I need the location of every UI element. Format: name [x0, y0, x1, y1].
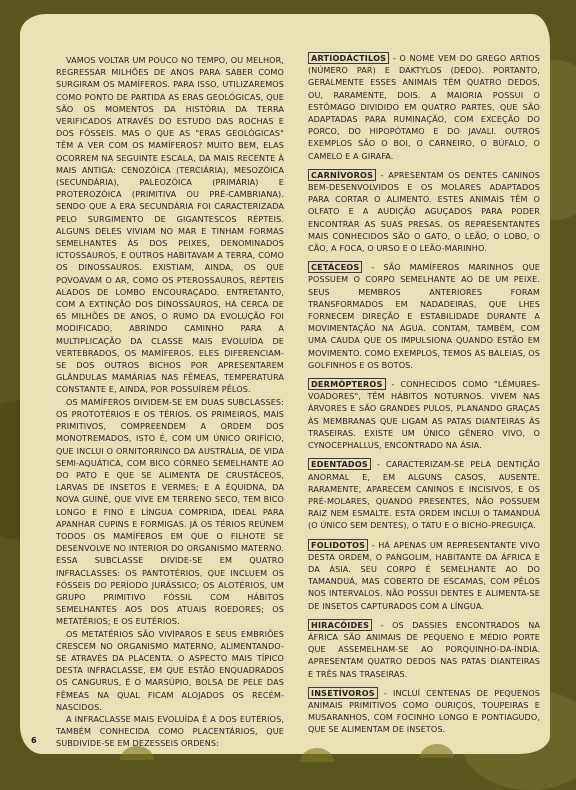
order-description: - OS DASSIES ENCONTRADOS NA ÁFRICA SÃO ANIMAIS DE PEQUENO E MÉDIO PORTE QUE ASSEMELHAM-SE AO PORQUINHO-DA-ÍNDIA. APRESENTAM QUATRO DEDOS NAS PATAS DIANTEIRAS E TRÊS NAS TRASEIRAS. [308, 619, 540, 679]
order-entry [308, 619, 540, 680]
order-description: - HÁ APENAS UM REPRESENTANTE VIVO DESTA ORDEM, O PANGOLIM, HABITANTE DA ÁFRICA E DA ÁSIA. SEU CORPO É SEMELHANTE AO DO TAMANDUÁ, MAS COBERTO DE ESCAMAS, COM PÊLOS NOS INTERVALOS. NÃO POSSUI DENTES E ALIMENTA-SE DE INSETOS CAPTURADOS COM A LÍNGUA. [308, 539, 540, 611]
paragraph: OS METATÉRIOS SÃO VIVÍPAROS E SEUS EMBRIÕES CRESCEM NO ORGANISMO MATERNO, ALIMENTANDO-SE ATRAVÉS DA PLACENTA. O ASPECTO MAIS TÍPICO DESTA INFRACLASSE, EM QUE ESTÃO ENQUADRADOS OS CANGURUS, É O MARSÚPIO, BOLSA DE PELE DAS FÊMEAS NA QUAL FICAM ALOJADOS OS RECÉM-NASCIDOS. [56, 628, 284, 712]
order-entry [308, 378, 540, 451]
order-entry [308, 169, 540, 254]
order-description: - O NOME VEM DO GREGO ARTIOS (NÚMERO PAR) E DAKTYLOS (DEDO). PORTANTO, GERALMENTE ESSES ANIMAIS TÊM QUATRO DEDOS, OU, RARAMENTE, DOIS. A MAIORIA POSSUI O ESTÔMAGO DIVIDIDO EM QUATRO PARTES, QUE SÃO ADAPTADAS PARA RUMINAÇÃO, COM EXCEÇÃO DO PORCO, DO HIPOPÓTAMO E DO JAVALI. OUTROS EXEMPLOS SÃO O BOI, O CARNEIRO, O BÚFALO, O CAMELO E A GIRAFA. [308, 53, 540, 161]
paragraph: A INFRACLASSE MAIS EVOLUÍDA É A DOS EUTÉRIOS, TAMBÉM CONHECIDA COMO PLACENTÁRIOS, QUE SUBDIVIDE-SE EM DEZESSEIS ORDENS: [56, 713, 284, 749]
order-term: DERMÓPTEROS [308, 378, 386, 390]
order-entry [308, 539, 540, 612]
order-entry [308, 687, 540, 736]
order-entry [308, 261, 540, 371]
order-term: CARNÍVOROS [308, 169, 376, 181]
order-description: - SÃO MAMÍFEROS MARINHOS QUE POSSUEM O CORPO SEMELHANTE AO DE UM PEIXE. SEUS MEMBROS ANTERIORES FORAM TRANSFORMADOS EM NADADEIRAS, QUE LHES FORNECEM DIREÇÃO E ESTABILIDADE DURANTE A MOVIMENTAÇÃO NA ÁGUA. CONTAM, TAMBÉM, COM UMA CAUDA QUE OS IMPULSIONA QUANDO ESTÃO EM MOVIMENTO. COMO EXEMPLOS, TEMOS AS BALEIAS, OS GOLFINHOS E OS BOTOS. [308, 262, 540, 370]
order-term: EDENTADOS [308, 458, 371, 470]
order-description: - CARACTERIZAM-SE PELA DENTIÇÃO ANORMAL E, EM ALGUNS CASOS, AUSENTE. RARAMENTE, APARECEM CANINOS E INCISIVOS, E OS PRÉ-MOLARES, QUANDO PRESENTES, NÃO POSSUEM RAIZ NEM ESMALTE. ESTA ORDEM INCLUI O TAMANDUÁ (O ÚNICO SEM DENTES), O TATU E O BICHO-PREGUIÇA. [308, 459, 540, 531]
order-term: CETÁCEOS [308, 261, 362, 273]
paragraph: OS MAMÍFEROS DIVIDEM-SE EM DUAS SUBCLASSES: OS PROTOTÉRIOS E OS TÉRIOS. OS PRIMEIROS, MAIS PRIMITIVOS, COMPREENDEM A ORDEM DOS MONOTREMADOS, ISTO É, COM UM ÚNICO ORIFÍCIO, QUE INCLUI O ORNITORRINCO DA AUSTRÁLIA, DE VIDA SEMI-AQUÁTICA, COM BICO CÓRNEO SEMELHANTE AO DO PATO E QUE SE ALIMENTA DE CRUSTÁCEOS, LARVAS DE INSETOS E VERMES; E A ÉQUIDNA, DA NOVA GUINÉ, QUE VIVE EM TERRENO SECO, TEM BICO LONGO E FINO E LÍNGUA COMPRIDA, IDEAL PARA APANHAR CUPINS E FORMIGAS. JÁ OS TÉRIOS REÚNEM TODOS OS MAMÍFEROS EM QUE O FILHOTE SE DESENVOLVE NO INTERIOR DO ORGANISMO MATERNO. ESSA SUBCLASSE DIVIDE-SE EM QUATRO INFRACLASSES: OS PANTOTÉRIOS, QUE INCLUEM OS FÓSSEIS DO PERÍODO JURÁSSICO; OS ALOTÉRIOS, UM GRUPO PRIMITIVO FÓSSIL COM HÁBITOS SEMELHANTES AOS DOS ATUAIS ROEDORES; OS METATÉRIOS; E OS EUTÉRIOS. [56, 396, 284, 627]
order-description: - APRESENTAM OS DENTES CANINOS BEM-DESENVOLVIDOS E OS MOLARES ADAPTADOS PARA CORTAR O ALIMENTO. ESTES ANIMAIS TÊM O OLFATO E A AUDIÇÃO AGUÇADOS PARA PODER ENCONTRAR AS SUAS PRESAS. OS REPRESENTANTES MAIS CONHECIDOS SÃO O GATO, O LEÃO, O LOBO, O CÃO, A FOCA, O URSO E O LEÃO-MARINHO. [308, 169, 540, 254]
page-number: 6 [31, 736, 37, 745]
order-entry [308, 52, 540, 162]
order-term: ARTIODÁCTILOS [308, 52, 389, 64]
left-text-column [56, 54, 284, 750]
order-term: HIRACÓIDES [308, 619, 372, 631]
order-entry [308, 458, 540, 531]
order-term: INSETÍVOROS [308, 687, 378, 699]
paragraph: VAMOS VOLTAR UM POUCO NO TEMPO, OU MELHOR, REGRESSAR MILHÕES DE ANOS PARA SABER COMO SURGIRAM OS MAMÍFEROS. PARA ISSO, UTILIZAREMOS COMO PONTO DE PARTIDA AS ERAS GEOLÓGICAS, QUE SÃO OS MOMENTOS DA HISTÓRIA DA TERRA VERIFICADOS ATRAVÉS DO ESTUDO DAS ROCHAS E DOS FÓSSEIS. MAS O QUE AS "ERAS GEOLÓGICAS" TÊM A VER COM OS MAMÍFEROS? MUITO BEM, ELAS OCORREM NA SEGUINTE ESCALA, DA MAIS RECENTE À MAIS ANTIGA: CENOZÓICA (TERCIÁRIA), MESOZÓICA (SECUNDÁRIA), PALEOZÓICA (PRIMÁRIA) E PROTEROZÓICA (PRIMITIVA OU PRÉ-CAMBRIANA). SENDO QUE A ERA SECUNDÁRIA FOI CARACTERIZADA PELO SURGIMENTO DE GIGANTESCOS RÉPTEIS. ALGUNS DELES VIVIAM NO MAR E TINHAM FORMAS SEMELHANTES ÀS DOS PEIXES, DENOMINADOS ICTOSSAUROS, E OUTROS HABITAVAM A TERRA, COMO OS DINOSSAUROS. EXISTIAM, AINDA, OS QUE POVOAVAM O AR, COMO OS PTEROSSAUROS, RÉPTEIS ALADOS DE LOMBO ENCOURAÇADO. ENTRETANTO, COM A EXTINÇÃO DOS DINOSSAUROS, HÁ CERCA DE 65 MILHÕES DE ANOS, O RUMO DA EVOLUÇÃO FOI MODIFICADO, ABRINDO CAMINHO PARA A MULTIPLICAÇÃO DA CLASSE MAIS EVOLUÍDA DE VERTEBRADOS, OS MAMÍFEROS. ELES DIFERENCIAM-SE DOS OUTROS BICHOS POR APRESENTAREM GLÂNDULAS MAMÁRIAS NAS FÊMEAS, TEMPERATURA CONSTANTE E, AINDA, POR POSSUÍREM PÊLOS. [56, 55, 284, 395]
right-text-column [308, 52, 540, 743]
order-description: - INCLUÍ CENTENAS DE PEQUENOS ANIMAIS PRIMITIVOS COMO OURIÇOS, TOUPEIRAS E MUSARANHOS, COM FOCINHO LONGO E PONTIAGUDO, QUE SE ALIMENTAM DE INSETOS. [308, 687, 540, 735]
order-description: - CONHECIDOS COMO "LÊMURES-VOADORES", TÊM HÁBITOS NOTURNOS. VIVEM NAS ÁRVORES E SÃO GRANDES PULOS, PLANANDO GRAÇAS ÀS MEMBRANAS QUE LIGAM AS PATAS DIANTEIRAS ÀS TRASEIRAS. EXISTE UM ÚNICO GÊNERO VIVO, O CYNOCEPHALLUS, ENCONTRADO NA ÁSIA. [308, 379, 540, 451]
order-term: FOLIDOTOS [308, 539, 368, 551]
